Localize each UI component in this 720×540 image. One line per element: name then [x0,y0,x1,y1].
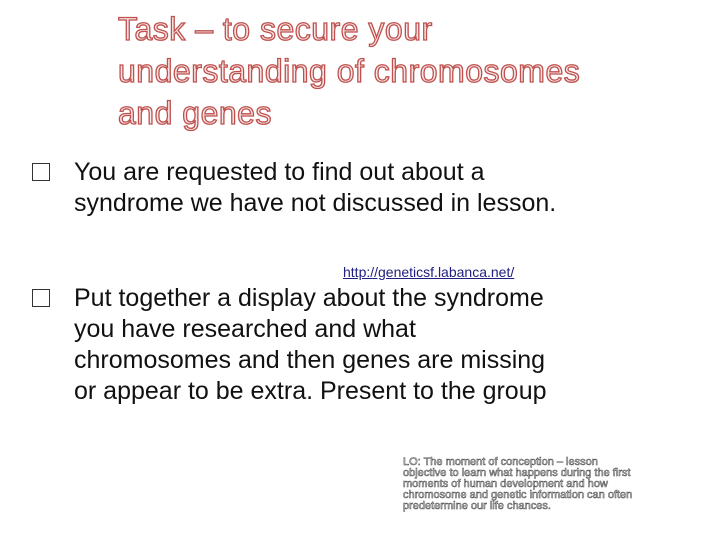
bullet-line: you have researched and what [74,315,416,343]
bullet-text [32,283,692,407]
bullet-line: chromosomes and then genes are missing [74,346,546,374]
bullet-line: or appear to be extra. Present to the group [74,377,547,405]
bullet-line: You are requested to find out about a [74,158,485,186]
bullet-box-icon [32,289,50,307]
learning-objective-note [403,457,693,512]
note-line: predetermine our life chances. [403,500,551,512]
bullet-line: syndrome we have not discussed in lesson. [74,189,557,217]
title-line: and genes [118,95,272,131]
note-line: objective to learn what happens during the first [403,467,631,479]
bullet-box-icon [32,163,50,181]
bullet-item [32,283,692,407]
note-line: chromosome and genetic information can often [403,489,633,501]
title-line: Task – to secure your [118,11,433,47]
bullet-text [32,157,692,219]
bullet-line: Put together a display about the syndrome [74,284,544,312]
reference-link[interactable]: http://geneticsf.labanca.net/ [343,264,515,280]
title-line: understanding of chromosomes [118,53,581,89]
note-line: LO: The moment of conception – lesson [403,456,598,468]
slide-title [118,8,698,134]
bullet-item [32,157,692,219]
note-line: moments of human development and how [403,478,608,490]
